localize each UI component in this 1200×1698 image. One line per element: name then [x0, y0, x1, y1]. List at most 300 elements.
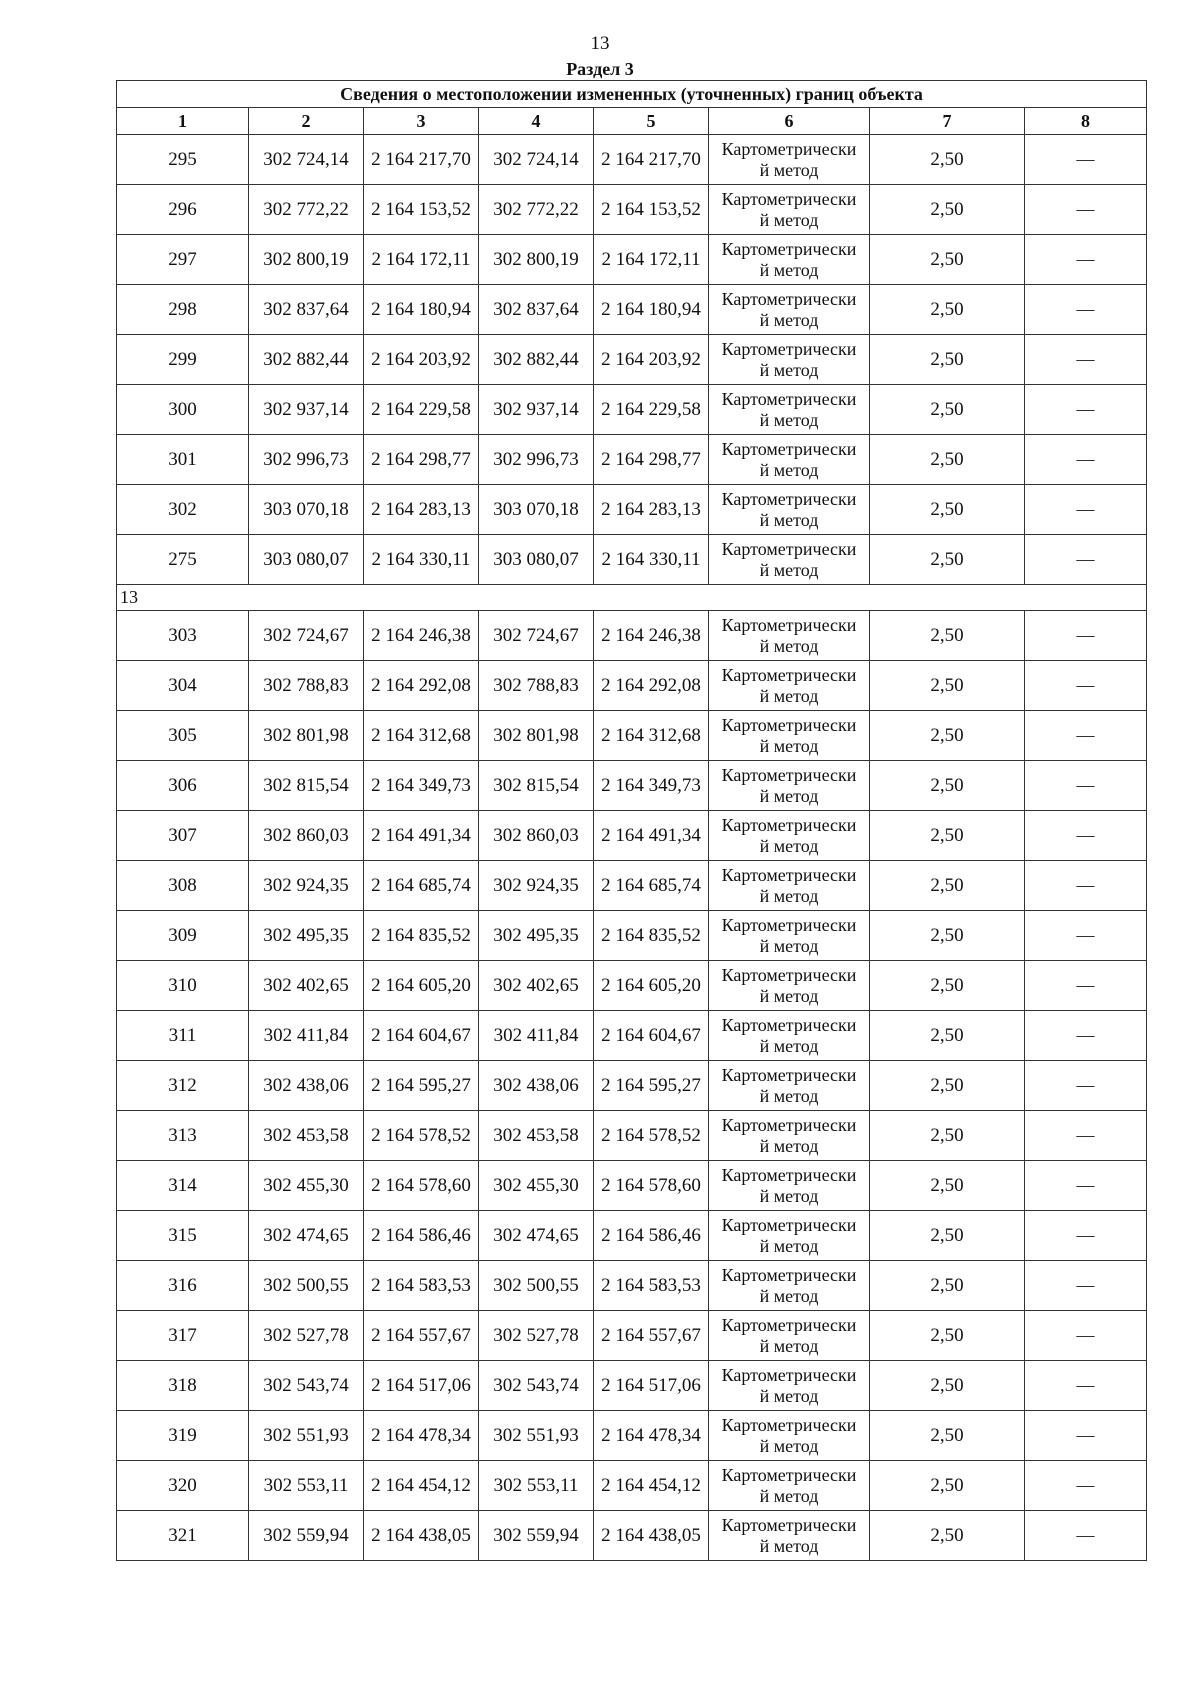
- note-cell: —: [1025, 961, 1147, 1011]
- y-existing-cell: 2 164 517,06: [364, 1361, 479, 1411]
- method-cell: [709, 1261, 870, 1311]
- point-number-cell: 319: [117, 1411, 249, 1461]
- note-cell: —: [1025, 1511, 1147, 1561]
- table-row: [117, 611, 1147, 661]
- x-existing-cell: 302 860,03: [249, 811, 364, 861]
- method-text-line1: Картометрически: [721, 814, 857, 835]
- method-cell: [709, 1111, 870, 1161]
- column-number: 5: [594, 108, 709, 135]
- x-refined-cell: 302 924,35: [479, 861, 594, 911]
- method-text-line1: Картометрически: [721, 664, 857, 685]
- method-cell: [709, 811, 870, 861]
- method-text-line2: й метод: [759, 1485, 819, 1506]
- x-existing-cell: 302 495,35: [249, 911, 364, 961]
- x-existing-cell: 302 937,14: [249, 385, 364, 435]
- y-existing-cell: 2 164 578,60: [364, 1161, 479, 1211]
- method-cell: [709, 1361, 870, 1411]
- method-text-line2: й метод: [759, 509, 819, 530]
- accuracy-cell: 2,50: [870, 1511, 1025, 1561]
- y-existing-cell: 2 164 835,52: [364, 911, 479, 961]
- table-row: [117, 1161, 1147, 1211]
- point-number-cell: 296: [117, 185, 249, 235]
- accuracy-cell: 2,50: [870, 1011, 1025, 1061]
- method-text-line2: й метод: [759, 1085, 819, 1106]
- accuracy-cell: 2,50: [870, 135, 1025, 185]
- point-number-cell: 310: [117, 961, 249, 1011]
- column-number: 3: [364, 108, 479, 135]
- x-existing-cell: 302 543,74: [249, 1361, 364, 1411]
- x-refined-cell: 302 800,19: [479, 235, 594, 285]
- method-text-line2: й метод: [759, 1535, 819, 1556]
- x-existing-cell: 302 527,78: [249, 1311, 364, 1361]
- y-refined-cell: 2 164 578,52: [594, 1111, 709, 1161]
- note-cell: —: [1025, 135, 1147, 185]
- method-text-line2: й метод: [759, 309, 819, 330]
- note-cell: —: [1025, 1011, 1147, 1061]
- accuracy-cell: 2,50: [870, 1161, 1025, 1211]
- method-text-line2: й метод: [759, 1235, 819, 1256]
- method-cell: [709, 1211, 870, 1261]
- accuracy-cell: 2,50: [870, 811, 1025, 861]
- table-body: [117, 135, 1147, 1561]
- method-cell: [709, 135, 870, 185]
- method-text-line2: й метод: [759, 985, 819, 1006]
- x-existing-cell: 303 080,07: [249, 535, 364, 585]
- method-cell: [709, 485, 870, 535]
- x-existing-cell: 302 474,65: [249, 1211, 364, 1261]
- x-refined-cell: 303 080,07: [479, 535, 594, 585]
- y-refined-cell: 2 164 312,68: [594, 711, 709, 761]
- x-existing-cell: 302 800,19: [249, 235, 364, 285]
- method-cell: [709, 661, 870, 711]
- y-existing-cell: 2 164 349,73: [364, 761, 479, 811]
- point-number-cell: 304: [117, 661, 249, 711]
- x-refined-cell: 302 724,67: [479, 611, 594, 661]
- point-number-cell: 302: [117, 485, 249, 535]
- method-cell: [709, 911, 870, 961]
- x-refined-cell: 302 455,30: [479, 1161, 594, 1211]
- accuracy-cell: 2,50: [870, 1311, 1025, 1361]
- table-row: [117, 711, 1147, 761]
- method-text-line1: Картометрически: [721, 1314, 857, 1335]
- y-refined-cell: 2 164 835,52: [594, 911, 709, 961]
- accuracy-cell: 2,50: [870, 1261, 1025, 1311]
- x-refined-cell: 302 772,22: [479, 185, 594, 235]
- y-existing-cell: 2 164 583,53: [364, 1261, 479, 1311]
- point-number-cell: 316: [117, 1261, 249, 1311]
- method-text-line2: й метод: [759, 735, 819, 756]
- method-text-line2: й метод: [759, 935, 819, 956]
- method-text-line1: Картометрически: [721, 1014, 857, 1035]
- x-existing-cell: 302 882,44: [249, 335, 364, 385]
- method-text-line2: й метод: [759, 785, 819, 806]
- note-cell: —: [1025, 711, 1147, 761]
- y-existing-cell: 2 164 229,58: [364, 385, 479, 435]
- method-text-line1: Картометрически: [721, 1264, 857, 1285]
- table-row: [117, 335, 1147, 385]
- y-refined-cell: 2 164 203,92: [594, 335, 709, 385]
- x-refined-cell: 302 438,06: [479, 1061, 594, 1111]
- point-number-cell: 298: [117, 285, 249, 335]
- accuracy-cell: 2,50: [870, 611, 1025, 661]
- y-existing-cell: 2 164 217,70: [364, 135, 479, 185]
- method-text-line2: й метод: [759, 1285, 819, 1306]
- point-number-cell: 295: [117, 135, 249, 185]
- point-number-cell: 313: [117, 1111, 249, 1161]
- x-existing-cell: 302 411,84: [249, 1011, 364, 1061]
- table-row: [117, 185, 1147, 235]
- point-number-cell: 301: [117, 435, 249, 485]
- table-row: [117, 435, 1147, 485]
- point-number-cell: 297: [117, 235, 249, 285]
- method-cell: [709, 761, 870, 811]
- method-text-line1: Картометрически: [721, 438, 857, 459]
- accuracy-cell: 2,50: [870, 235, 1025, 285]
- y-refined-cell: 2 164 153,52: [594, 185, 709, 235]
- method-cell: [709, 1461, 870, 1511]
- y-existing-cell: 2 164 153,52: [364, 185, 479, 235]
- x-existing-cell: 302 453,58: [249, 1111, 364, 1161]
- y-refined-cell: 2 164 595,27: [594, 1061, 709, 1111]
- x-refined-cell: 302 801,98: [479, 711, 594, 761]
- x-refined-cell: 302 402,65: [479, 961, 594, 1011]
- method-text-line2: й метод: [759, 685, 819, 706]
- point-number-cell: 321: [117, 1511, 249, 1561]
- table-caption-row: [117, 81, 1147, 108]
- x-existing-cell: 302 788,83: [249, 661, 364, 711]
- y-existing-cell: 2 164 586,46: [364, 1211, 479, 1261]
- table-row: [117, 1461, 1147, 1511]
- method-text-line2: й метод: [759, 1435, 819, 1456]
- note-cell: —: [1025, 1261, 1147, 1311]
- table-row: [117, 385, 1147, 435]
- note-cell: —: [1025, 1111, 1147, 1161]
- method-cell: [709, 385, 870, 435]
- y-refined-cell: 2 164 438,05: [594, 1511, 709, 1561]
- y-refined-cell: 2 164 349,73: [594, 761, 709, 811]
- method-text-line2: й метод: [759, 1385, 819, 1406]
- accuracy-cell: 2,50: [870, 535, 1025, 585]
- method-text-line2: й метод: [759, 459, 819, 480]
- method-text-line1: Картометрически: [721, 1114, 857, 1135]
- method-text-line1: Картометрически: [721, 138, 857, 159]
- accuracy-cell: 2,50: [870, 961, 1025, 1011]
- point-number-cell: 303: [117, 611, 249, 661]
- y-refined-cell: 2 164 517,06: [594, 1361, 709, 1411]
- note-cell: —: [1025, 761, 1147, 811]
- contour-number: 13: [117, 585, 1147, 611]
- method-cell: [709, 235, 870, 285]
- y-existing-cell: 2 164 438,05: [364, 1511, 479, 1561]
- x-refined-cell: 302 724,14: [479, 135, 594, 185]
- x-refined-cell: 302 559,94: [479, 1511, 594, 1561]
- method-text-line1: Картометрически: [721, 1164, 857, 1185]
- note-cell: —: [1025, 285, 1147, 335]
- x-existing-cell: 302 837,64: [249, 285, 364, 335]
- method-text-line1: Картометрически: [721, 388, 857, 409]
- y-existing-cell: 2 164 180,94: [364, 285, 479, 335]
- method-cell: [709, 611, 870, 661]
- table-row: [117, 911, 1147, 961]
- note-cell: —: [1025, 185, 1147, 235]
- note-cell: —: [1025, 485, 1147, 535]
- y-refined-cell: 2 164 605,20: [594, 961, 709, 1011]
- note-cell: —: [1025, 1361, 1147, 1411]
- table-row: [117, 1511, 1147, 1561]
- y-existing-cell: 2 164 283,13: [364, 485, 479, 535]
- y-existing-cell: 2 164 605,20: [364, 961, 479, 1011]
- accuracy-cell: 2,50: [870, 385, 1025, 435]
- point-number-cell: 318: [117, 1361, 249, 1411]
- y-refined-cell: 2 164 604,67: [594, 1011, 709, 1061]
- point-number-cell: 314: [117, 1161, 249, 1211]
- y-refined-cell: 2 164 330,11: [594, 535, 709, 585]
- table-row: [117, 1011, 1147, 1061]
- x-refined-cell: 303 070,18: [479, 485, 594, 535]
- x-existing-cell: 302 724,67: [249, 611, 364, 661]
- note-cell: —: [1025, 861, 1147, 911]
- method-text-line1: Картометрически: [721, 1064, 857, 1085]
- note-cell: —: [1025, 1211, 1147, 1261]
- y-existing-cell: 2 164 172,11: [364, 235, 479, 285]
- point-number-cell: 317: [117, 1311, 249, 1361]
- method-cell: [709, 335, 870, 385]
- method-text-line1: Картометрически: [721, 188, 857, 209]
- method-cell: [709, 285, 870, 335]
- contour-separator-row: [117, 585, 1147, 611]
- table-row: [117, 1311, 1147, 1361]
- y-refined-cell: 2 164 229,58: [594, 385, 709, 435]
- x-refined-cell: 302 500,55: [479, 1261, 594, 1311]
- x-refined-cell: 302 495,35: [479, 911, 594, 961]
- y-refined-cell: 2 164 685,74: [594, 861, 709, 911]
- accuracy-cell: 2,50: [870, 711, 1025, 761]
- column-number: 6: [709, 108, 870, 135]
- point-number-cell: 315: [117, 1211, 249, 1261]
- table-row: [117, 135, 1147, 185]
- method-cell: [709, 1161, 870, 1211]
- point-number-cell: 320: [117, 1461, 249, 1511]
- note-cell: —: [1025, 811, 1147, 861]
- y-existing-cell: 2 164 246,38: [364, 611, 479, 661]
- table-row: [117, 1261, 1147, 1311]
- y-refined-cell: 2 164 283,13: [594, 485, 709, 535]
- method-cell: [709, 185, 870, 235]
- y-refined-cell: 2 164 491,34: [594, 811, 709, 861]
- table-row: [117, 1411, 1147, 1461]
- x-existing-cell: 303 070,18: [249, 485, 364, 535]
- table-row: [117, 1361, 1147, 1411]
- x-existing-cell: 302 500,55: [249, 1261, 364, 1311]
- y-refined-cell: 2 164 478,34: [594, 1411, 709, 1461]
- x-existing-cell: 302 815,54: [249, 761, 364, 811]
- method-text-line1: Картометрически: [721, 1464, 857, 1485]
- method-text-line2: й метод: [759, 1135, 819, 1156]
- accuracy-cell: 2,50: [870, 1411, 1025, 1461]
- note-cell: —: [1025, 385, 1147, 435]
- method-cell: [709, 1061, 870, 1111]
- accuracy-cell: 2,50: [870, 1111, 1025, 1161]
- point-number-cell: 309: [117, 911, 249, 961]
- method-cell: [709, 1411, 870, 1461]
- x-existing-cell: 302 559,94: [249, 1511, 364, 1561]
- y-refined-cell: 2 164 246,38: [594, 611, 709, 661]
- table-row: [117, 485, 1147, 535]
- method-text-line2: й метод: [759, 209, 819, 230]
- method-text-line2: й метод: [759, 409, 819, 430]
- method-text-line1: Картометрически: [721, 714, 857, 735]
- point-number-cell: 308: [117, 861, 249, 911]
- y-refined-cell: 2 164 292,08: [594, 661, 709, 711]
- x-existing-cell: 302 724,14: [249, 135, 364, 185]
- point-number-cell: 307: [117, 811, 249, 861]
- page-number: 13: [590, 33, 610, 54]
- table-row: [117, 235, 1147, 285]
- y-refined-cell: 2 164 583,53: [594, 1261, 709, 1311]
- method-cell: [709, 435, 870, 485]
- table-row: [117, 811, 1147, 861]
- x-refined-cell: 302 474,65: [479, 1211, 594, 1261]
- y-refined-cell: 2 164 180,94: [594, 285, 709, 335]
- table-row: [117, 1211, 1147, 1261]
- method-text-line2: й метод: [759, 835, 819, 856]
- point-number-cell: 275: [117, 535, 249, 585]
- method-text-line2: й метод: [759, 635, 819, 656]
- method-cell: [709, 1311, 870, 1361]
- accuracy-cell: 2,50: [870, 1461, 1025, 1511]
- column-number: 2: [249, 108, 364, 135]
- x-refined-cell: 302 543,74: [479, 1361, 594, 1411]
- note-cell: —: [1025, 1161, 1147, 1211]
- x-existing-cell: 302 924,35: [249, 861, 364, 911]
- point-number-cell: 299: [117, 335, 249, 385]
- method-text-line1: Картометрически: [721, 488, 857, 509]
- y-existing-cell: 2 164 203,92: [364, 335, 479, 385]
- table-row: [117, 661, 1147, 711]
- method-cell: [709, 1511, 870, 1561]
- accuracy-cell: 2,50: [870, 661, 1025, 711]
- accuracy-cell: 2,50: [870, 1211, 1025, 1261]
- x-existing-cell: 302 553,11: [249, 1461, 364, 1511]
- x-refined-cell: 302 527,78: [479, 1311, 594, 1361]
- method-text-line1: Картометрически: [721, 1214, 857, 1235]
- y-refined-cell: 2 164 217,70: [594, 135, 709, 185]
- method-text-line1: Картометрически: [721, 914, 857, 935]
- x-refined-cell: 302 815,54: [479, 761, 594, 811]
- x-existing-cell: 302 455,30: [249, 1161, 364, 1211]
- x-existing-cell: 302 402,65: [249, 961, 364, 1011]
- method-text-line2: й метод: [759, 885, 819, 906]
- accuracy-cell: 2,50: [870, 1061, 1025, 1111]
- accuracy-cell: 2,50: [870, 761, 1025, 811]
- column-number: 7: [870, 108, 1025, 135]
- note-cell: —: [1025, 435, 1147, 485]
- table-row: [117, 861, 1147, 911]
- note-cell: —: [1025, 235, 1147, 285]
- y-existing-cell: 2 164 491,34: [364, 811, 479, 861]
- note-cell: —: [1025, 1461, 1147, 1511]
- y-refined-cell: 2 164 578,60: [594, 1161, 709, 1211]
- accuracy-cell: 2,50: [870, 185, 1025, 235]
- x-refined-cell: 302 837,64: [479, 285, 594, 335]
- note-cell: —: [1025, 535, 1147, 585]
- y-refined-cell: 2 164 586,46: [594, 1211, 709, 1261]
- method-text-line1: Картометрически: [721, 614, 857, 635]
- method-text-line1: Картометрически: [721, 338, 857, 359]
- method-text-line2: й метод: [759, 159, 819, 180]
- y-existing-cell: 2 164 685,74: [364, 861, 479, 911]
- table-row: [117, 1111, 1147, 1161]
- x-existing-cell: 302 438,06: [249, 1061, 364, 1111]
- method-text-line2: й метод: [759, 359, 819, 380]
- table-row: [117, 285, 1147, 335]
- y-existing-cell: 2 164 604,67: [364, 1011, 479, 1061]
- x-refined-cell: 302 411,84: [479, 1011, 594, 1061]
- y-refined-cell: 2 164 298,77: [594, 435, 709, 485]
- column-number: 4: [479, 108, 594, 135]
- accuracy-cell: 2,50: [870, 861, 1025, 911]
- method-cell: [709, 535, 870, 585]
- point-number-cell: 312: [117, 1061, 249, 1111]
- x-existing-cell: 302 551,93: [249, 1411, 364, 1461]
- column-number: 8: [1025, 108, 1147, 135]
- y-existing-cell: 2 164 454,12: [364, 1461, 479, 1511]
- method-text-line2: й метод: [759, 1035, 819, 1056]
- method-text-line2: й метод: [759, 559, 819, 580]
- x-refined-cell: 302 996,73: [479, 435, 594, 485]
- y-existing-cell: 2 164 292,08: [364, 661, 479, 711]
- note-cell: —: [1025, 1311, 1147, 1361]
- x-refined-cell: 302 882,44: [479, 335, 594, 385]
- x-refined-cell: 302 937,14: [479, 385, 594, 435]
- method-text-line1: Картометрически: [721, 1364, 857, 1385]
- accuracy-cell: 2,50: [870, 1361, 1025, 1411]
- x-existing-cell: 302 801,98: [249, 711, 364, 761]
- column-number-row: [117, 108, 1147, 135]
- y-existing-cell: 2 164 578,52: [364, 1111, 479, 1161]
- method-text-line2: й метод: [759, 1335, 819, 1356]
- y-existing-cell: 2 164 312,68: [364, 711, 479, 761]
- method-text-line2: й метод: [759, 259, 819, 280]
- x-refined-cell: 302 860,03: [479, 811, 594, 861]
- method-text-line1: Картометрически: [721, 764, 857, 785]
- y-existing-cell: 2 164 557,67: [364, 1311, 479, 1361]
- x-refined-cell: 302 551,93: [479, 1411, 594, 1461]
- method-text-line2: й метод: [759, 1185, 819, 1206]
- method-text-line1: Картометрически: [721, 538, 857, 559]
- note-cell: —: [1025, 1061, 1147, 1111]
- accuracy-cell: 2,50: [870, 485, 1025, 535]
- method-cell: [709, 1011, 870, 1061]
- table-row: [117, 1061, 1147, 1111]
- method-cell: [709, 711, 870, 761]
- point-number-cell: 311: [117, 1011, 249, 1061]
- method-text-line1: Картометрически: [721, 864, 857, 885]
- x-existing-cell: 302 772,22: [249, 185, 364, 235]
- section-title: Раздел 3: [566, 59, 634, 79]
- note-cell: —: [1025, 1411, 1147, 1461]
- point-number-cell: 300: [117, 385, 249, 435]
- y-existing-cell: 2 164 330,11: [364, 535, 479, 585]
- y-refined-cell: 2 164 172,11: [594, 235, 709, 285]
- method-text-line1: Картометрически: [721, 1514, 857, 1535]
- note-cell: —: [1025, 335, 1147, 385]
- method-cell: [709, 861, 870, 911]
- x-refined-cell: 302 788,83: [479, 661, 594, 711]
- x-existing-cell: 302 996,73: [249, 435, 364, 485]
- y-existing-cell: 2 164 595,27: [364, 1061, 479, 1111]
- method-text-line1: Картометрически: [721, 238, 857, 259]
